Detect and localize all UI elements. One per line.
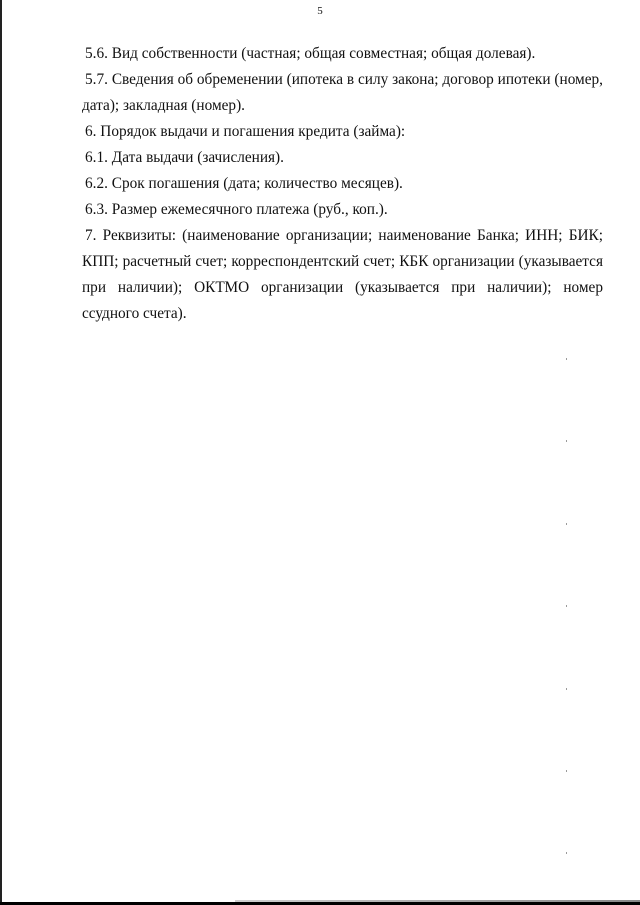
scan-artifact (566, 358, 567, 360)
item-5-6: 5.6. Вид собственности (частная; общая совместная; общая долевая). (85, 45, 536, 62)
page-number: 5 (317, 5, 323, 17)
scan-artifact (566, 688, 567, 690)
item-7: 7. Реквизиты: (наименование организации; наименование Банка; ИНН; БИК; КПП; расчетный счет; корреспондентский счет; КБК организации (указывается при наличии); ОКТМО организации (указывается при наличии); номер ссудного счета). (82, 227, 603, 322)
item-6-3: 6.3. Размер ежемесячного платежа (руб., коп.). (85, 201, 388, 218)
item-6: 6. Порядок выдачи и погашения кредита (займа): (85, 123, 406, 140)
scan-artifact (566, 605, 567, 607)
scan-artifact (566, 440, 567, 442)
item-6-1: 6.1. Дата выдачи (зачисления). (85, 149, 284, 166)
document-body (82, 41, 603, 327)
scan-artifact (566, 523, 567, 525)
scan-artifact (566, 770, 567, 772)
item-6-2: 6.2. Срок погашения (дата; количество месяцев). (85, 175, 403, 192)
item-5-7: 5.7. Сведения об обременении (ипотека в силу закона; договор ипотеки (номер, дата); закладная (номер). (82, 71, 603, 114)
scan-artifact (566, 852, 567, 854)
scan-left-edge (0, 0, 2, 905)
